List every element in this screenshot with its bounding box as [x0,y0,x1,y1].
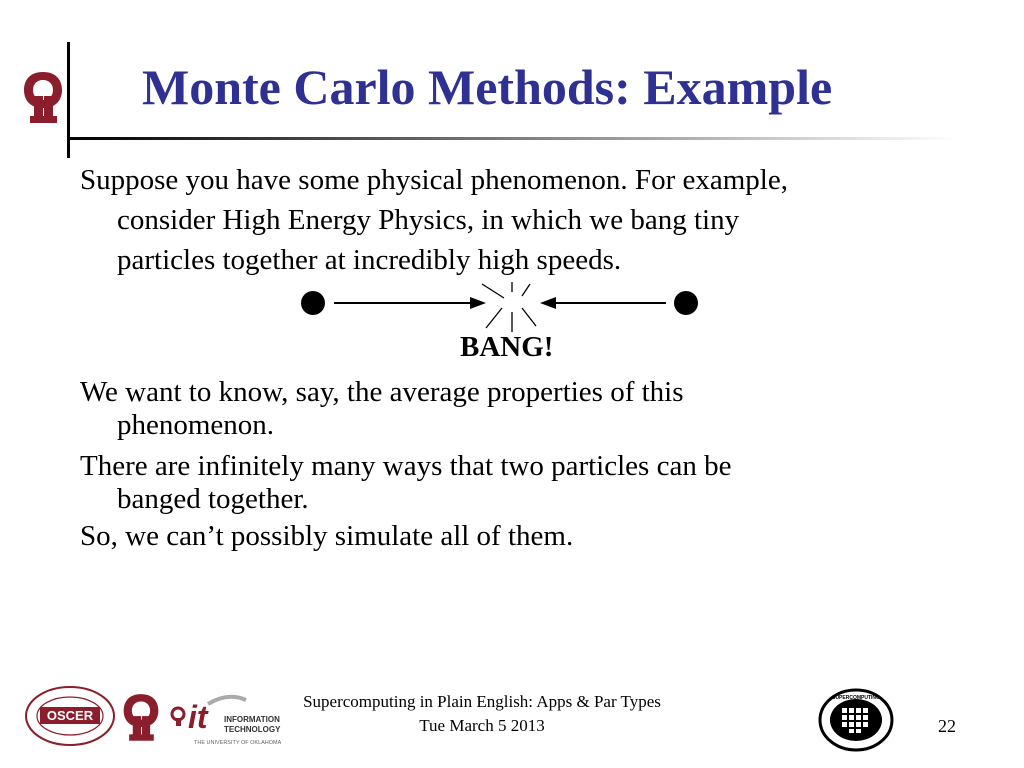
svg-text:SUPERCOMPUTING: SUPERCOMPUTING [832,695,880,701]
paragraph-2-line-1: We want to know, say, the average properties of this [80,376,684,408]
collision-diagram [290,276,710,336]
footer-date: Tue March 5 2013 [419,716,545,735]
paragraph-4-line-1: So, we can’t possibly simulate all of them. [80,520,574,552]
header-vertical-rule [67,42,70,158]
paragraph-1-line-1: Suppose you have some physical phenomenon. For example, [80,164,788,196]
it-logo-text: it [188,699,208,735]
paragraph-3-line-2: banged together. [117,483,309,515]
svg-text:TECHNOLOGY: TECHNOLOGY [224,725,281,734]
svg-text:INFORMATION: INFORMATION [224,715,280,724]
oscer-logo [24,685,116,747]
header-horizontal-rule [70,137,960,140]
ou-logo-footer [120,688,162,746]
burst-lines [482,282,536,332]
paragraph-3-line-1: There are infinitely many ways that two particles can be [80,450,732,482]
paragraph-2-line-2: phenomenon. [117,409,275,441]
supercomputing-logo [818,688,894,752]
footer-title: Supercomputing in Plain English: Apps & Par Types [303,692,661,711]
oscer-logo-text: OSCER [46,708,94,723]
arrow-left-head [470,297,486,309]
page-number: 22 [938,716,956,736]
paragraph-1-line-3: particles together at incredibly high speeds. [117,244,622,276]
particle-left [301,291,325,315]
svg-text:THE UNIVERSITY OF OKLAHOMA: THE UNIVERSITY OF OKLAHOMA [194,740,282,746]
paragraph-1-line-2: consider High Energy Physics, in which we bang tiny [117,204,740,236]
particle-right [674,291,698,315]
ou-logo-header [20,66,66,128]
bang-label: BANG! [460,331,554,363]
slide-title: Monte Carlo Methods: Example [142,59,833,115]
